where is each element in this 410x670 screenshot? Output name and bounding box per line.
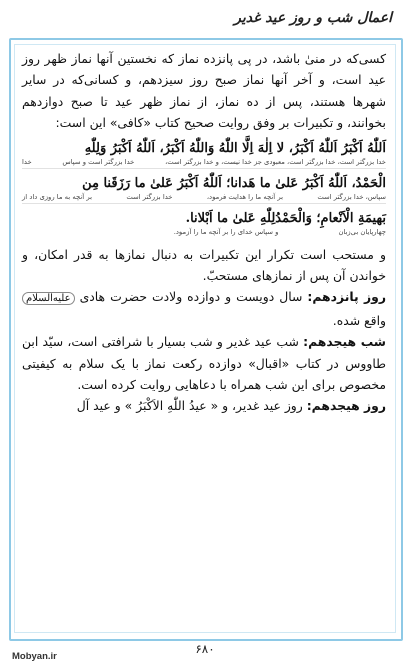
day-18-paragraph bbox=[22, 395, 386, 416]
day-18-label: روز هیجدهم: bbox=[306, 398, 386, 414]
dua-line-2: الْحَمْدُ، اَللّٰهُ اَکْبَرُ عَلیٰ ما هَدانا؛ اَللّٰهُ اَکْبَرُ عَلیٰ ما رَزَقَنا مِن bbox=[82, 175, 386, 191]
translation-segment: خدا bbox=[22, 157, 32, 166]
page-header bbox=[0, 10, 410, 34]
running-title: اعمال شب و روز عید غدیر bbox=[234, 10, 392, 26]
translation-segment: خدا بزرگتر است، خدا بزرگتر است، معبودی جز خدا نیست، و خدا بزرگتر است، bbox=[165, 157, 386, 166]
site-watermark: Mobyan.ir bbox=[12, 651, 57, 662]
translation-line-1 bbox=[22, 158, 386, 169]
translation-segment: خدا بزرگتر است bbox=[126, 192, 173, 201]
day-15-text: سال دویست و دوازده ولادت حضرت هادی bbox=[79, 289, 308, 305]
day-15-end: واقع شده. bbox=[332, 312, 386, 328]
day-18-text: روز عید غدیر، و « عیدُ اللّٰهِ الاَکْبَرُ » و عید آل bbox=[76, 398, 307, 414]
day-15-label: روز پانزدهم: bbox=[307, 289, 386, 305]
translation-segment: و سپاس خدای را بر آنچه ما را آزمود. bbox=[173, 227, 279, 236]
night-18-label: شب هیجدهم: bbox=[303, 334, 386, 350]
page-number: ۶۸۰ bbox=[195, 642, 215, 656]
dua-line-3: بَهیمَةِ الْاَنْعامِ؛ وَالْحَمْدُلِلّٰهِ عَلیٰ ما اَبْلانا. bbox=[185, 210, 386, 226]
translation-segment: بر آنچه ما را هدایت فرمود، bbox=[206, 192, 283, 201]
day-15-paragraph bbox=[22, 286, 386, 331]
recommendation-paragraph: و مستحب است تکرار این تکبیرات به دنبال نمازها به قدر امکان، و خواندن آن پس از نمازهای مستحبّ. bbox=[22, 246, 386, 284]
text-body bbox=[22, 48, 386, 417]
dua-line-1: اَللّٰهُ اَکْبَرُ اَللّٰهُ اَکْبَرُ، لا اِلٰهَ اِلَّا اللّٰهُ وَاللّٰهُ اَکْبَرُ، اَللّٰهُ اَکْبَرُ وَلِلّٰهِ bbox=[84, 140, 386, 156]
translation-segment: سپاس، خدا بزرگتر است bbox=[317, 192, 386, 201]
night-18-paragraph bbox=[22, 331, 386, 395]
intro-paragraph: کسی‌که در منیٰ باشد، در پی پانزده نماز که نخستین آنها نماز ظهر روز عید است، و آخر آنها نماز صبح روز سیزدهم، و کسانی‌که در سایر شهرها هستند، پس از ده نماز، از نماز ظهر عید تا صبح دوازدهم بخوانند، و تکبیرات بر وفق روایت صحیح کتاب «کافی» این است: bbox=[22, 51, 386, 131]
translation-segment: خدا بزرگتر است و سپاس bbox=[62, 157, 135, 166]
night-18-text: شب عید غدیر و شب بسیار با شرافتی است، سیّد ابن طاووس در کتاب «اقبال» دوازده رکعت نماز با یک سلام به کیفیتی مخصوص برای این شب همراه با دعاهایی روایت کرده است. bbox=[22, 334, 386, 393]
translation-segment: چهارپایان بی‌زبان bbox=[338, 227, 386, 236]
translation-line-3 bbox=[22, 228, 386, 238]
translation-line-2 bbox=[22, 193, 386, 204]
peace-be-upon-him-symbol: علیه‌السلام bbox=[22, 292, 75, 305]
translation-segment: بر آنچه به ما روزی داد از bbox=[22, 192, 92, 201]
